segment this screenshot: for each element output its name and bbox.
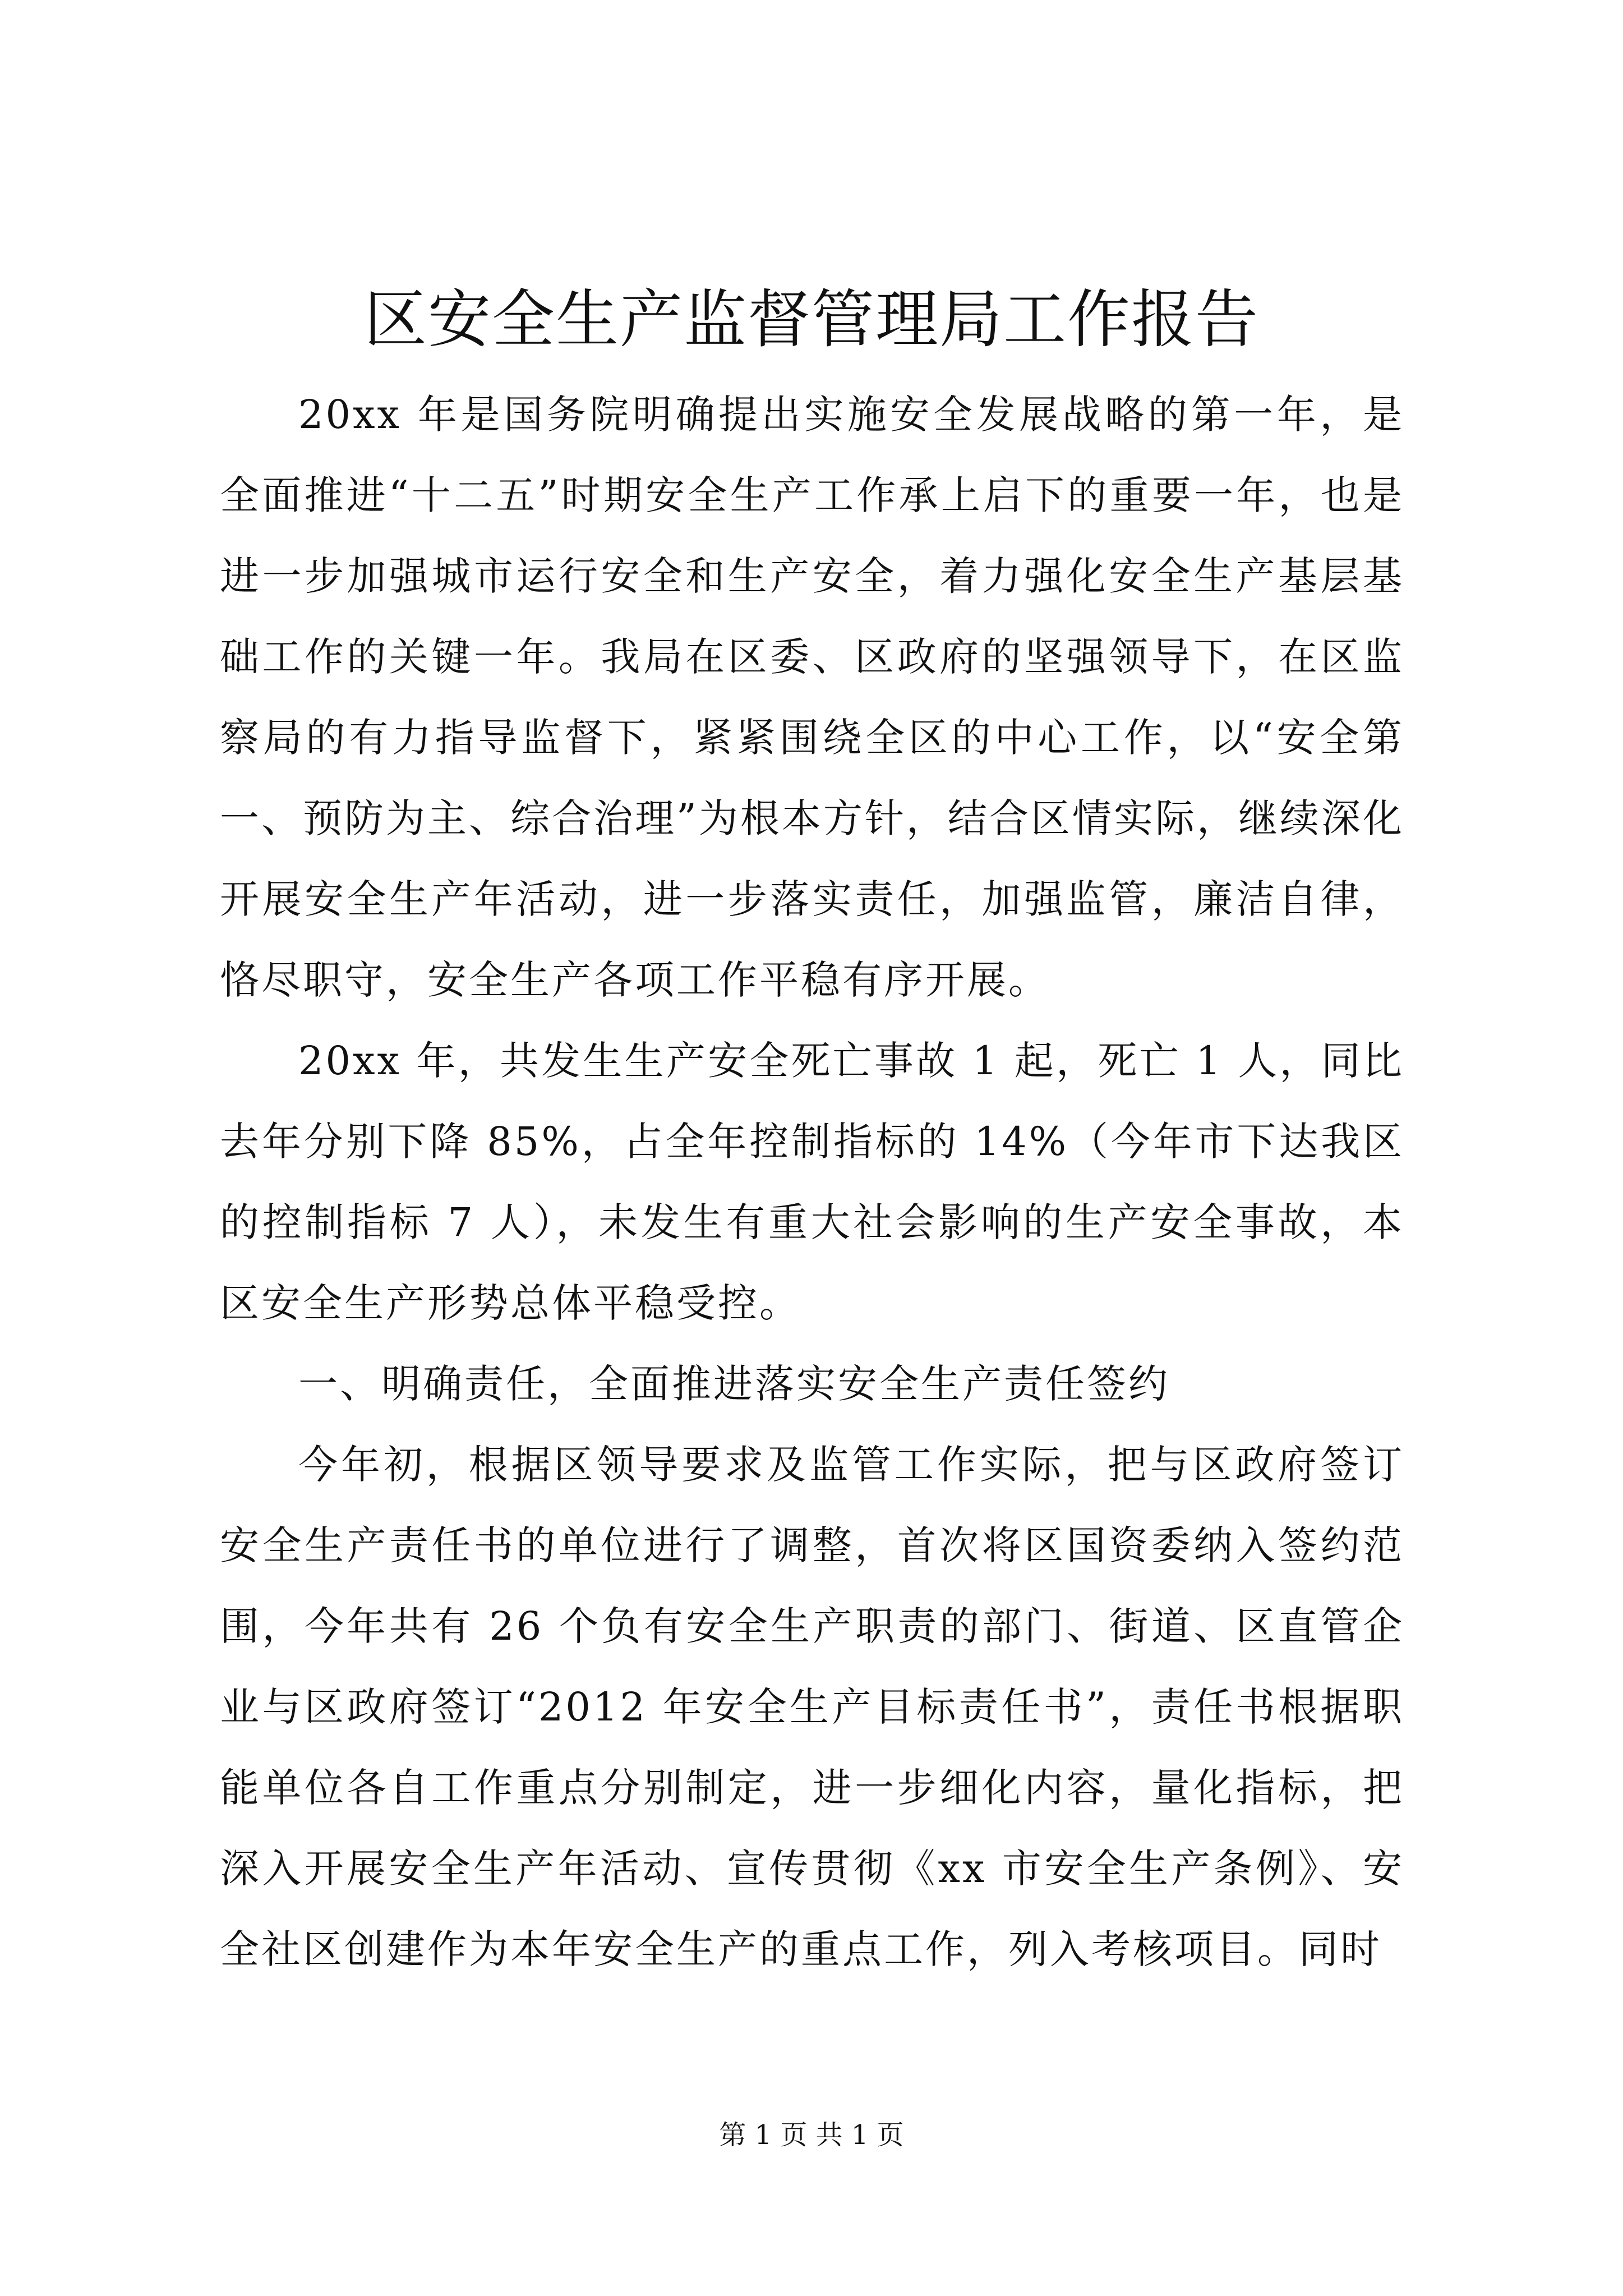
section-heading-1: 一、明确责任，全面推进落实安全生产责任签约 [298,1361,1170,1407]
document-title: 区安全生产监督管理局工作报告 [364,283,1259,356]
document-body [220,374,1404,1990]
page-footer: 第 1 页 共 1 页 [719,2119,904,2151]
paragraph-responsibility: 今年初，根据区领导要求及监管工作实际，把与区政府签订安全生产责任书的单位进行了调整，首次将区国资委纳入签约范围，今年共有 26 个负有安全生产职责的部门、街道、区直管企业与区政府签订“2012 年安全生产目标责任书”，责任书根据职能单位各自工作重点分别制定，进一步细化内容，量化指标，把深入开展安全生产年活动、宣传贯彻《xx 市安全生产条例》、安全社区创建作为本年安全生产的重点工作，列入考核项目。同时 [220,1442,1404,1972]
paragraph-intro: 20xx 年是国务院明确提出实施安全发展战略的第一年，是全面推进“十二五”时期安全生产工作承上启下的重要一年，也是进一步加强城市运行安全和生产安全，着力强化安全生产基层基础工作的关键一年。我局在区委、区政府的坚强领导下，在区监察局的有力指导监督下，紧紧围绕全区的中心工作，以“安全第一、预防为主、综合治理”为根本方针，结合区情实际，继续深化开展安全生产年活动，进一步落实责任，加强监管，廉洁自律，恪尽职守，安全生产各项工作平稳有序开展。 [220,392,1404,1003]
paragraph-accident-stats: 20xx 年，共发生生产安全死亡事故 1 起，死亡 1 人，同比去年分别下降 85%，占全年控制指标的 14%（今年市下达我区的控制指标 7 人），未发生有重大社会影响的生产安全事故，本区安全生产形势总体平稳受控。 [220,1038,1404,1326]
